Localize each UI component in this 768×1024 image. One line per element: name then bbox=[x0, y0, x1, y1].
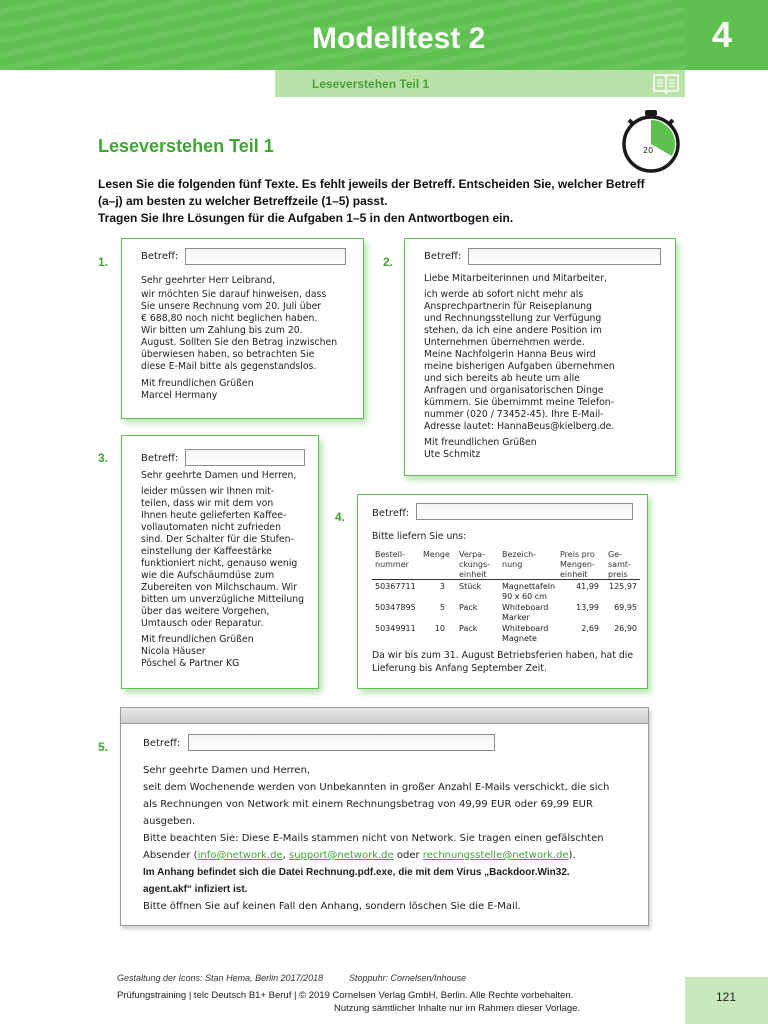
footer-copyright: Prüfungstraining | telc Deutsch B1+ Beruf | © 2019 Cornelsen Verlag GmbH, Berlin. Alle Rechte vorbehalten. bbox=[117, 990, 574, 1001]
table-header-cell: preis bbox=[608, 570, 628, 579]
icon-credit: Gestaltung der Icons: Stan Hema, Berlin 2017/2018 bbox=[117, 973, 324, 983]
table-cell: 41,99 bbox=[576, 582, 599, 591]
text-line: als Rechnungen von Network mit einem Rechnungsbetrag von 49,99 EUR oder 69,99 EUR bbox=[143, 799, 593, 810]
text-line: Zubereiten von Milchschaum. Wir bbox=[141, 582, 298, 593]
betreff-label: Betreff: bbox=[424, 251, 462, 262]
order-note-line: Da wir bis zum 31. August Betriebsferien haben, hat die bbox=[372, 650, 634, 661]
betreff-input[interactable] bbox=[416, 503, 633, 520]
text-line: Mit freundlichen Grüßen bbox=[141, 378, 254, 389]
closing-line: Bitte öffnen Sie auf keinen Fall den Anhang, sondern löschen Sie die E-Mail. bbox=[143, 901, 521, 912]
text-line: bitten um unverzügliche Mitteilung bbox=[141, 594, 305, 605]
text-line: funktioniert nicht, genauso wenig bbox=[141, 558, 298, 569]
text-line: ausgeben. bbox=[143, 816, 196, 827]
betreff-label: Betreff: bbox=[141, 251, 179, 262]
table-header-cell: Verpa- bbox=[459, 550, 485, 559]
text-line: überwiesen haben, so betrachten Sie bbox=[141, 349, 315, 360]
email-link[interactable]: info@network.de bbox=[197, 850, 283, 861]
table-cell: 50367711 bbox=[375, 582, 416, 591]
text-number: 4. bbox=[335, 510, 346, 524]
email-window-titlebar bbox=[120, 707, 649, 724]
text-line: meine bisherigen Aufgaben übernehmen bbox=[424, 361, 615, 372]
table-cell: Whiteboard Magnete bbox=[502, 624, 549, 643]
text-line: vollautomaten nicht zufrieden bbox=[141, 522, 282, 533]
text-line: Sehr geehrter Herr Leibrand, bbox=[141, 275, 276, 286]
text-line: Mit freundlichen Grüßen bbox=[141, 634, 254, 645]
page-number: 121 bbox=[716, 990, 737, 1004]
text-line: und Rechnungsstellung zur Verfügung bbox=[424, 313, 602, 324]
text-line: kümmern. Sie übernimmt meine Telefon- bbox=[424, 397, 615, 408]
text-line: Pöschel & Partner KG bbox=[141, 658, 240, 669]
table-header-cell: samt- bbox=[608, 560, 631, 569]
text-line: Adresse lautet: HannaBeus@kielberg.de. bbox=[424, 421, 615, 432]
email-link[interactable]: support@network.de bbox=[289, 850, 394, 861]
table-header-cell: Bestell- bbox=[375, 550, 405, 559]
attachment-line: agent.akf“ infiziert ist. bbox=[143, 884, 248, 895]
text-line: € 688,80 noch nicht beglichen haben. bbox=[141, 313, 318, 324]
text-line: sind. Der Schalter für die Stufen- bbox=[141, 534, 294, 545]
betreff-input[interactable] bbox=[188, 734, 495, 751]
table-cell: 26,90 bbox=[614, 624, 637, 633]
footer-usage: Nutzung sämtlicher Inhalte nur im Rahmen dieser Vorlage. bbox=[334, 1003, 581, 1014]
table-cell: 50347895 bbox=[375, 603, 416, 612]
text-line: ich werde ab sofort nicht mehr als bbox=[424, 289, 584, 300]
table-header-cell: Bezeich- bbox=[502, 550, 537, 559]
text-line: Mit freundlichen Grüßen bbox=[424, 437, 537, 448]
table-header-cell: ckungs- bbox=[459, 560, 491, 569]
table-cell: Whiteboard Marker bbox=[502, 603, 549, 622]
text-line: Sehr geehrte Damen und Herren, bbox=[143, 765, 311, 776]
email-link[interactable]: rechnungsstelle@network.de bbox=[422, 850, 569, 861]
betreff-input[interactable] bbox=[185, 248, 346, 265]
betreff-input[interactable] bbox=[185, 449, 305, 466]
table-header-rule bbox=[372, 579, 640, 580]
table-cell: 3 bbox=[439, 582, 445, 591]
table-header-cell: Menge bbox=[423, 550, 450, 559]
stopwatch-minutes: 20 bbox=[643, 146, 654, 155]
stopwatch-icon bbox=[618, 108, 684, 174]
text-line: wir möchten Sie darauf hinweisen, dass bbox=[141, 289, 327, 300]
table-header-cell: Ge- bbox=[608, 550, 623, 559]
text-number: 2. bbox=[383, 255, 394, 269]
text-line: Ihnen heute gelieferten Kaffee- bbox=[141, 510, 287, 521]
instruction-line: Tragen Sie Ihre Lösungen für die Aufgaben 1–5 in den Antwortbogen ein. bbox=[98, 211, 514, 225]
betreff-label: Betreff: bbox=[372, 508, 410, 519]
text-line: stehen, da ich eine andere Position im bbox=[424, 325, 602, 336]
text-line: teilen, dass wir mit dem von bbox=[141, 498, 274, 509]
text-line: Anfragen und organisatorischen Dinge bbox=[424, 385, 604, 396]
text-number: 3. bbox=[98, 451, 109, 465]
table-cell: 2,69 bbox=[581, 624, 599, 633]
text-line: wie die Aufschäumdüse zum bbox=[141, 570, 275, 581]
text-line: nummer (020 / 73452-45). Ihre E-Mail- bbox=[424, 409, 604, 420]
text-line: Ansprechpartnerin für Reiseplanung bbox=[424, 301, 592, 312]
table-header-cell: einheit bbox=[560, 570, 588, 579]
table-cell: 10 bbox=[434, 624, 445, 633]
attachment-line: Im Anhang befindet sich die Datei Rechnung.pdf.exe, die mit dem Virus „Backdoor.Win32. bbox=[143, 867, 570, 878]
section-title: Leseverstehen Teil 1 bbox=[98, 136, 274, 156]
text-line: Meine Nachfolgerin Hanna Beus wird bbox=[424, 349, 596, 360]
instruction-line: Lesen Sie die folgenden fünf Texte. Es fehlt jeweils der Betreff. Entscheiden Sie, welcher Betreff bbox=[98, 177, 645, 191]
text-line: und sich bereits ab heute um alle bbox=[424, 373, 580, 384]
text-line: Liebe Mitarbeiterinnen und Mitarbeiter, bbox=[424, 273, 607, 284]
chapter-number: 4 bbox=[712, 14, 733, 55]
betreff-label: Betreff: bbox=[143, 738, 181, 749]
text-line: Ute Schmitz bbox=[424, 449, 481, 460]
order-intro: Bitte liefern Sie uns: bbox=[372, 531, 467, 542]
table-header-cell: nummer bbox=[375, 560, 409, 569]
text-line: Sie unsere Rechnung vom 20. Juli über bbox=[141, 301, 322, 312]
table-cell: 50349911 bbox=[375, 624, 416, 633]
text-number: 5. bbox=[98, 740, 109, 754]
betreff-label: Betreff: bbox=[141, 453, 179, 464]
text-line: Nicola Häuser bbox=[141, 646, 206, 657]
table-header-cell: Preis pro bbox=[560, 550, 595, 559]
table-header-cell: einheit bbox=[459, 570, 487, 579]
page-title: Modelltest 2 bbox=[312, 22, 486, 55]
text-line: über das weitere Vorgehen, bbox=[141, 606, 270, 617]
table-header-cell: nung bbox=[502, 560, 523, 569]
text-line: Unternehmen übernehmen werde. bbox=[424, 337, 585, 348]
table-cell: Pack bbox=[459, 603, 478, 612]
text-line: Wir bitten um Zahlung bis zum 20. bbox=[141, 325, 303, 336]
text-number: 1. bbox=[98, 255, 109, 269]
text-line: Umtausch oder Reparatur. bbox=[141, 618, 264, 629]
table-cell: 125,97 bbox=[609, 582, 637, 591]
text-line: leider müssen wir Ihnen mit- bbox=[141, 486, 275, 497]
table-cell: 5 bbox=[439, 603, 445, 612]
table-header-cell: Mengen- bbox=[560, 560, 595, 569]
sender-line: Absender (info@network.de, support@network.de oder rechnungsstelle@network.de). bbox=[143, 850, 576, 861]
betreff-input[interactable] bbox=[468, 248, 661, 265]
order-note-line: Lieferung bis Anfang September Zeit. bbox=[372, 663, 547, 674]
table-cell: 13,99 bbox=[576, 603, 599, 612]
text-line: Bitte beachten Sie: Diese E-Mails stammen nicht von Network. Sie tragen einen gefälschten bbox=[143, 833, 604, 844]
text-line: seit dem Wochenende werden von Unbekannten in großer Anzahl E-Mails verschickt, die sich bbox=[143, 782, 610, 793]
text-line: Sehr geehrte Damen und Herren, bbox=[141, 470, 297, 481]
subtitle: Leseverstehen Teil 1 bbox=[312, 77, 430, 91]
text-line: diese E-Mail bitte als gegenstandslos. bbox=[141, 361, 317, 372]
table-cell: 69,95 bbox=[614, 603, 637, 612]
stopwatch-credit: Stoppuhr: Cornelsen/Inhouse bbox=[349, 973, 467, 983]
text-line: August. Sollten Sie den Betrag inzwischen bbox=[141, 337, 338, 348]
table-cell: Magnettafeln 90 x 60 cm bbox=[502, 582, 556, 601]
instruction-line: (a–j) am besten zu welcher Betreffzeile (1–5) passt. bbox=[98, 194, 388, 208]
text-line: einstellung der Kaffeestärke bbox=[141, 546, 272, 557]
text-line: Marcel Hermany bbox=[141, 390, 218, 401]
table-cell: Stück bbox=[459, 582, 482, 591]
open-book-icon bbox=[652, 71, 680, 95]
table-cell: Pack bbox=[459, 624, 478, 633]
